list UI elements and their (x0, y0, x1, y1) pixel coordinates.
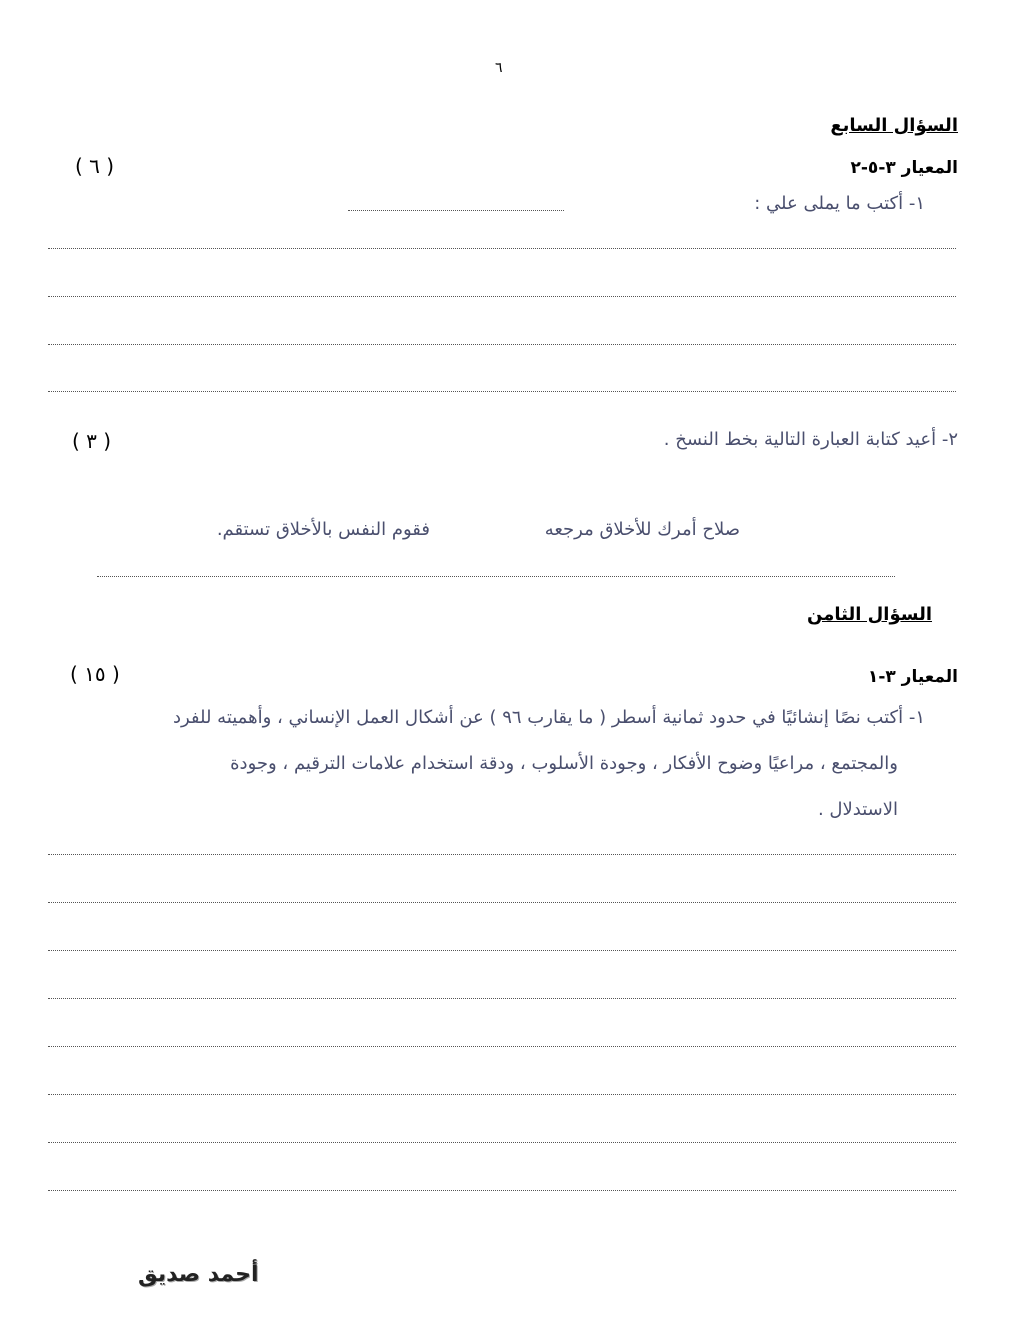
question-8-item-line-3: الاستدلال . (817, 799, 898, 820)
verse-first-hemistich: صلاح أمرك للأخلاق مرجعه (544, 519, 740, 540)
answer-line[interactable] (48, 902, 956, 903)
question-7-title: السؤال السابع (830, 115, 958, 136)
question-8-marks: ( ١٥ ) (70, 662, 120, 686)
answer-line[interactable] (48, 854, 956, 855)
question-7-item-2: ٢- أعيد كتابة العبارة التالية بخط النسخ . (663, 429, 958, 450)
answer-line[interactable] (48, 1046, 956, 1047)
question-7-marks-1: ( ٦ ) (75, 154, 115, 178)
answer-line[interactable] (48, 1094, 956, 1095)
verse-second-hemistich: فقوم النفس بالأخلاق تستقم. (216, 519, 430, 540)
answer-line[interactable] (48, 998, 956, 999)
author-signature: أحمد صديق (138, 1262, 259, 1287)
answer-line[interactable] (48, 950, 956, 951)
page-number: ٦ (495, 60, 503, 76)
question-8-item-line-2: والمجتمع ، مراعيًا وضوح الأفكار ، وجودة الأسلوب ، ودقة استخدام علامات الترقيم ، وجودة (230, 753, 898, 774)
answer-line[interactable] (48, 391, 956, 392)
answer-line[interactable] (48, 1190, 956, 1191)
answer-line[interactable] (48, 248, 956, 249)
answer-line[interactable] (48, 296, 956, 297)
answer-line-short[interactable] (348, 210, 564, 211)
question-8-title: السؤال الثامن (807, 604, 932, 625)
answer-line[interactable] (48, 344, 956, 345)
question-7-item-1: ١- أكتب ما يملى علي : (754, 193, 925, 214)
answer-line[interactable] (48, 1142, 956, 1143)
question-8-standard: المعيار ٣-١ (867, 667, 958, 687)
question-7-standard: المعيار ٣-٥-٢ (850, 158, 958, 178)
question-8-item-line-1: ١- أكتب نصًا إنشائيًا في حدود ثمانية أسطر ( ما يقارب ٩٦ ) عن أشكال العمل الإنساني ، وأهميته للفرد (172, 707, 925, 728)
answer-line[interactable] (97, 576, 895, 577)
question-7-marks-2: ( ٣ ) (72, 429, 112, 453)
